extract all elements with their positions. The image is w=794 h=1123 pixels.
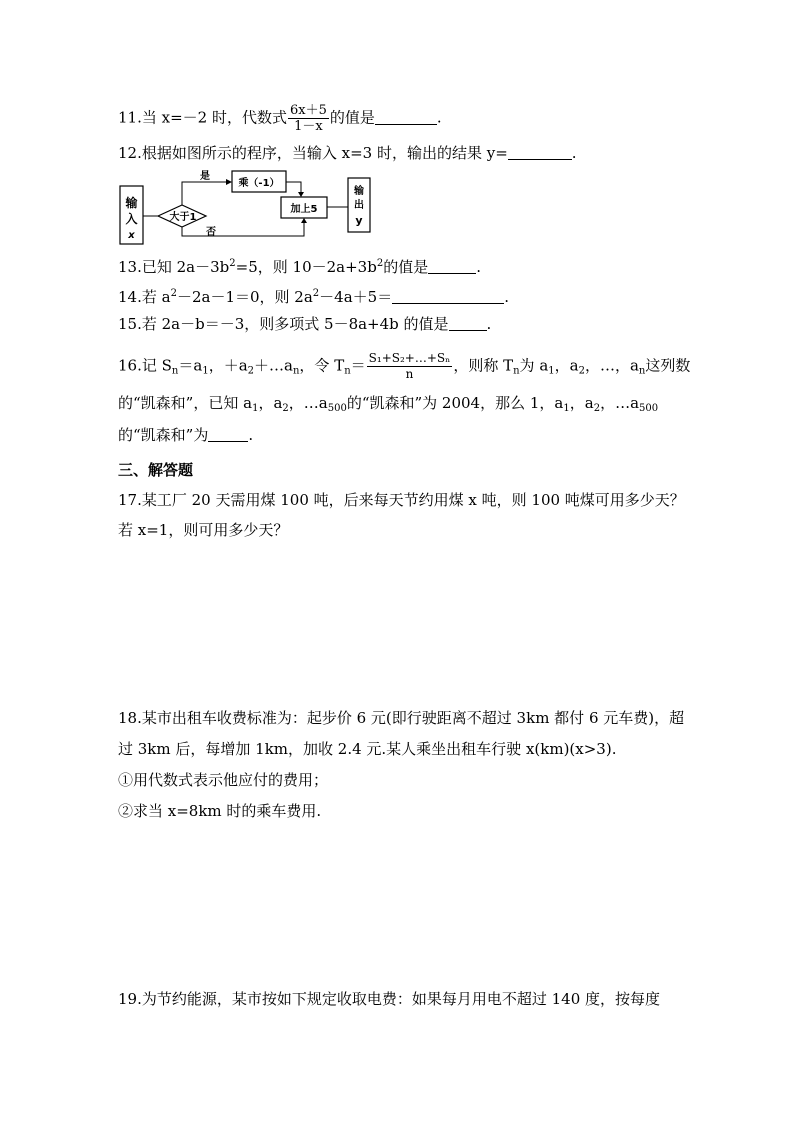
- exponent: 2: [229, 258, 236, 269]
- q15-text: 15.若 2a－b＝－3，则多项式 5－8a+4b 的值是: [118, 315, 449, 333]
- answer-blank: [375, 110, 437, 125]
- input-label-3: x: [128, 230, 135, 241]
- q16-text: ，＋a: [208, 356, 248, 375]
- q16-text: ，则称 T: [453, 356, 514, 375]
- q16-text: 这列数: [645, 356, 691, 375]
- q16-numerator: S₁+S₂+…+Sₙ: [368, 351, 451, 365]
- subscript: n: [513, 365, 520, 377]
- q16-text: ，…，a: [584, 356, 639, 375]
- q13-text-b: =5，则 10－2a+3b: [235, 258, 377, 276]
- subscript: 1: [202, 365, 209, 377]
- q16-end: .: [248, 426, 254, 444]
- answer-blank: [449, 316, 487, 331]
- q11-text-after: 的值是: [329, 108, 375, 127]
- q16-text: 的“凯森和”为: [118, 426, 209, 444]
- yes-label: 是: [200, 171, 210, 182]
- multiply-label: 乘（-1）: [238, 178, 280, 189]
- question-18-line-4: ②求当 x=8km 时的乘车费用.: [118, 802, 322, 820]
- q16-text: ＝: [350, 356, 366, 375]
- q16-text: ，令 T: [299, 356, 345, 375]
- question-12: [118, 143, 577, 163]
- arrow-head: [298, 192, 304, 197]
- subscript: n: [344, 365, 351, 377]
- q16-text: ，…a: [288, 394, 328, 412]
- answer-blank: [392, 289, 504, 304]
- subscript: 500: [639, 403, 659, 414]
- q15-end: .: [486, 315, 492, 333]
- question-16-line-3: [118, 425, 253, 445]
- multiply-to-add: [286, 182, 301, 192]
- q12-text: 12.根据如图所示的程序，当输入 x=3 时，输出的结果 y=: [118, 144, 508, 162]
- q16-text: ，a: [569, 394, 594, 412]
- q13-text-c: 的值是: [383, 258, 429, 276]
- answer-blank: [428, 259, 476, 274]
- q16-text: ＝a: [178, 356, 203, 375]
- q16-text: 的“凯森和”，已知 a: [118, 394, 253, 412]
- q14-text-a: 14.若 a: [118, 288, 171, 306]
- q13-end: .: [476, 258, 481, 276]
- q16-fraction: [367, 351, 453, 382]
- question-14: [118, 287, 509, 307]
- no-label: 否: [206, 227, 216, 238]
- question-18-line-1: 18.某市出租车收费标准为：起步价 6 元(即行驶距离不超过 3km 都付 6 元车费)，超: [118, 709, 685, 727]
- input-label-2: 入: [125, 212, 138, 226]
- answer-blank: [208, 427, 248, 442]
- q13-text-a: 13.已知 2a－3b: [118, 258, 230, 276]
- exponent: 2: [312, 288, 320, 299]
- question-13: [118, 257, 481, 277]
- subscript: n: [292, 365, 300, 377]
- q14-text-b: －2a－1＝0，则 2a: [176, 288, 313, 306]
- q11-denominator: 1－x: [294, 119, 323, 134]
- q16-text: ，a: [258, 394, 283, 412]
- q12-end: .: [571, 144, 577, 162]
- q16-text: 为 a: [519, 356, 549, 375]
- question-15: [118, 314, 491, 334]
- subscript: 1: [548, 365, 555, 377]
- output-label-1: 输: [354, 186, 364, 197]
- question-16-line-2: [118, 393, 658, 413]
- arrow-head: [301, 218, 307, 223]
- q16-text: 16.记 S: [118, 356, 172, 375]
- output-label-2: 出: [354, 200, 364, 211]
- output-label-3: y: [355, 214, 363, 227]
- decision-label: 大于1: [169, 212, 197, 223]
- subscript: n: [171, 365, 179, 377]
- yes-path: [182, 182, 226, 205]
- subscript: 2: [282, 403, 289, 414]
- question-11: [118, 103, 442, 134]
- exponent: 2: [170, 288, 177, 299]
- question-16-line-1: [118, 351, 690, 382]
- question-17-line-1: 17.某工厂 20 天需用煤 100 吨，后来每天节约用煤 x 吨，则 100 吨煤可用多少天？: [118, 491, 685, 509]
- q11-numerator: 6x＋5: [289, 103, 327, 118]
- q11-text: 11.当 x=－2 时，代数式: [118, 108, 287, 127]
- subscript: 2: [593, 403, 601, 414]
- question-18-line-3: ①用代数式表示他应付的费用；: [118, 771, 329, 789]
- section-heading: 三、解答题: [118, 461, 194, 479]
- q16-denominator: n: [405, 367, 414, 381]
- subscript: 1: [563, 403, 570, 414]
- q16-text: ，a: [554, 356, 579, 375]
- subscript: 1: [252, 403, 259, 414]
- exponent: 2: [376, 258, 384, 269]
- q16-text: ，…a: [600, 394, 640, 412]
- q16-text: ＋…a: [254, 356, 293, 375]
- question-17-line-2: 若 x=1，则可用多少天？: [118, 521, 289, 539]
- subscript: 2: [247, 365, 255, 377]
- q16-text: 的“凯森和”为 2004，那么 1，a: [346, 394, 564, 412]
- subscript: n: [638, 365, 646, 377]
- subscript: 500: [327, 403, 347, 414]
- add-label: 加上5: [290, 204, 318, 215]
- question-19-line-1: 19.为节约能源，某市按如下规定收取电费：如果每月用电不超过 140 度，按每度: [118, 990, 661, 1008]
- q11-fraction: [288, 103, 329, 134]
- program-flowchart: [118, 166, 378, 250]
- input-label-1: 输: [125, 196, 138, 210]
- subscript: 2: [578, 365, 585, 377]
- q11-end: .: [436, 108, 442, 127]
- question-18-line-2: 过 3km 后，每增加 1km，加收 2.4 元.某人乘坐出租车行驶 x(km)(x>3).: [118, 740, 617, 758]
- q14-text-c: －4a＋5＝: [319, 288, 393, 306]
- q14-end: .: [504, 288, 509, 306]
- arrow-head: [226, 179, 232, 185]
- answer-blank: [508, 145, 572, 160]
- no-path: [182, 223, 304, 236]
